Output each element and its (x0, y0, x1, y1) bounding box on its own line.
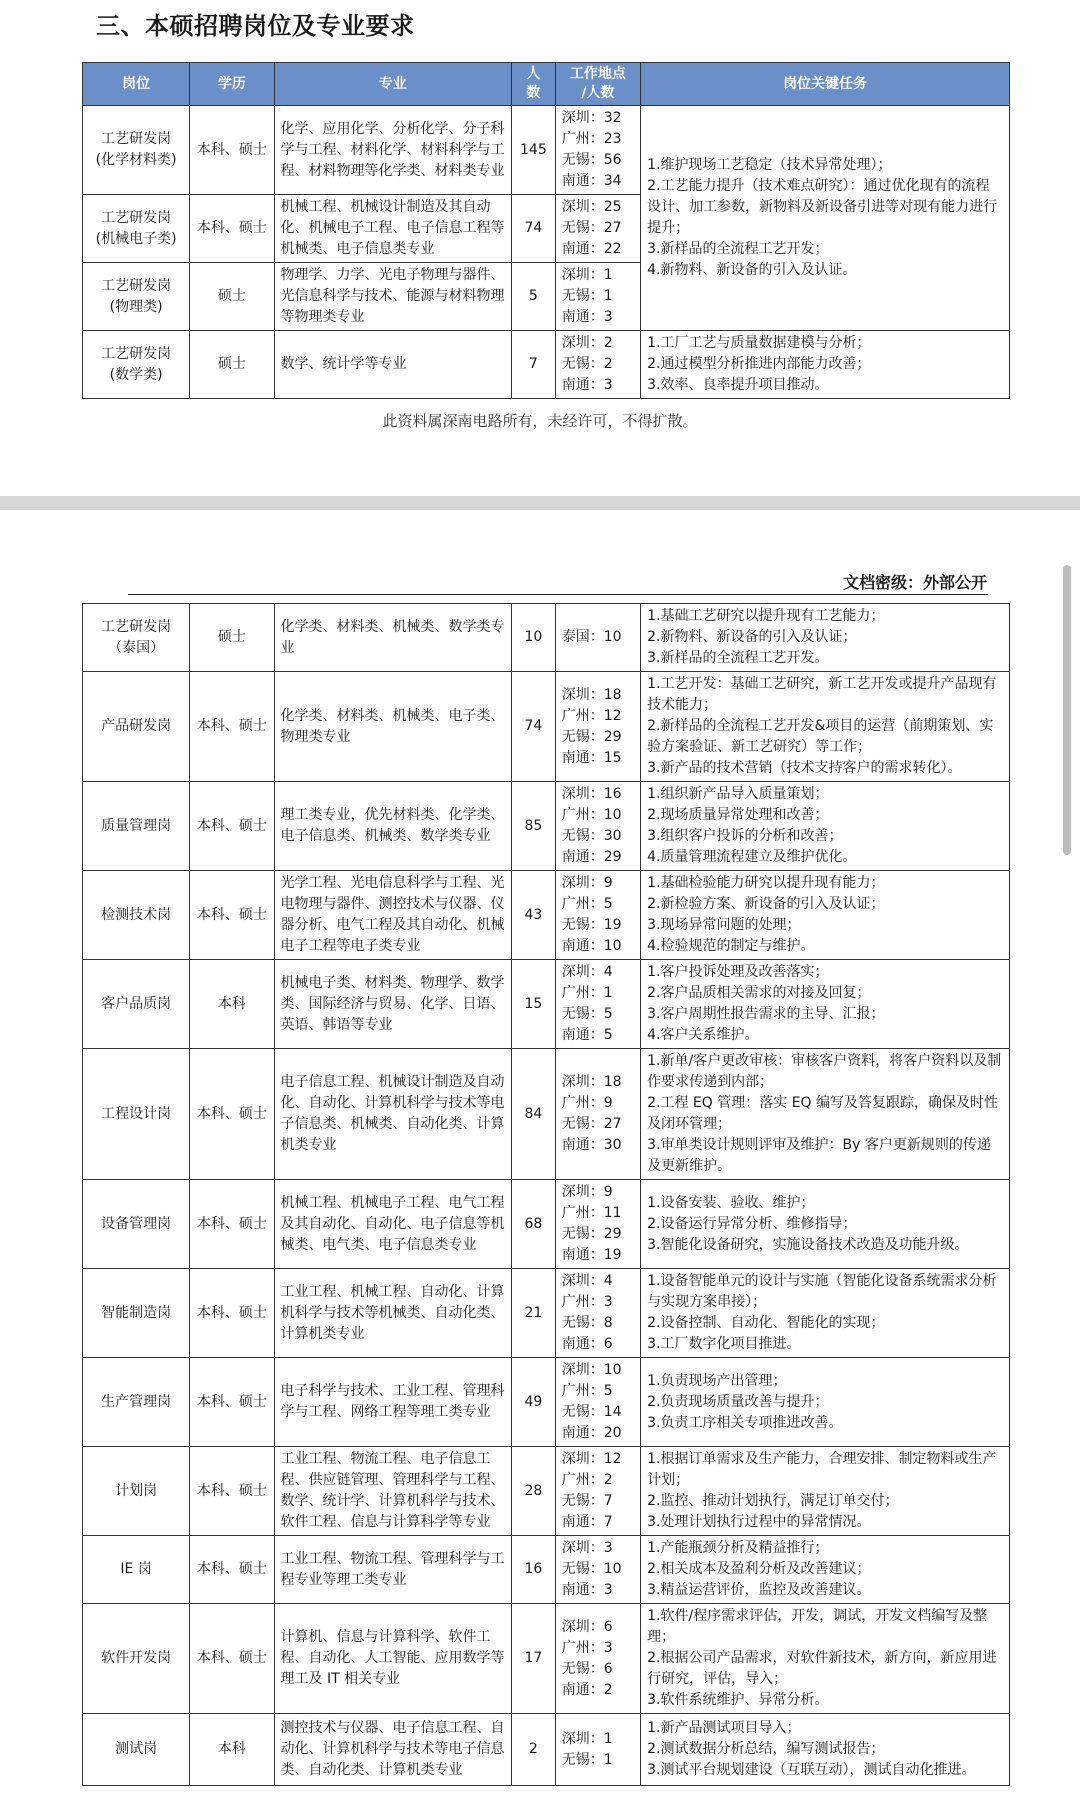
count-cell: 10 (512, 604, 556, 672)
location-cell: 深圳：2 无锡：2 南通：3 (555, 331, 640, 399)
task-line: 2.监控、推动计划执行，满足订单交付； (647, 1493, 899, 1509)
position-cell (83, 604, 190, 672)
education-cell: 本科、硕士 (190, 672, 274, 782)
major-cell: 电子科学与技术、工业工程、管理科学与工程、网络工程等理工类专业 (274, 1358, 511, 1447)
location-line: 无锡：8 (561, 1315, 613, 1331)
page-2 (0, 510, 1080, 1802)
location-line: 南通：6 (561, 1336, 613, 1352)
location-cell (555, 871, 640, 960)
location-cell (555, 1180, 640, 1269)
location-line: 无锡：5 (561, 1006, 613, 1022)
tasks-cell (641, 1049, 1010, 1180)
tasks-cell (641, 960, 1010, 1049)
task-line: 2.新检验方案、新设备的引入及认证； (647, 896, 885, 912)
count-cell: 74 (512, 195, 556, 263)
count-cell: 49 (512, 1358, 556, 1447)
major-cell: 化学类、材料类、机械类、数学类专业 (274, 604, 511, 672)
location-line: 无锡：27 (561, 1116, 622, 1132)
task-line: 2.现场质量异常处理和改善； (647, 807, 829, 823)
tasks-cell (641, 871, 1010, 960)
tasks-cell (641, 604, 1010, 672)
education-cell: 硕士 (190, 263, 274, 331)
tasks-cell (641, 1269, 1010, 1358)
position-line: 测试岗 (115, 1741, 158, 1757)
task-line: 4.检验规范的制定与维护。 (647, 938, 815, 954)
position-cell: 工艺研发岗 (化学材料类) (83, 106, 190, 195)
location-line: 深圳：16 (561, 786, 622, 802)
count-cell: 145 (512, 106, 556, 195)
location-line: 南通：2 (561, 1681, 613, 1698)
location-line: 南通：29 (561, 849, 622, 865)
major-cell: 测控技术与仪器、电子信息工程、自动化、计算机科学与技术等电子信息类、自动化类、计算机类专业 (274, 1714, 511, 1786)
task-line: 3.测试平台规划建设（互联互动），测试自动化推进。 (647, 1762, 976, 1778)
major-cell: 机械工程、机械设计制造及其自动化、机械电子工程、电子信息工程等机械类、电子信息类专业 (274, 195, 511, 263)
position-cell (83, 1358, 190, 1447)
table-row (83, 960, 1010, 1049)
education-cell: 本科、硕士 (190, 195, 274, 263)
table-row (83, 604, 1010, 672)
position-line: （泰国） (108, 639, 165, 656)
table-row (83, 1180, 1010, 1269)
tasks-cell (641, 782, 1010, 871)
location-line: 无锡：29 (561, 1226, 622, 1242)
task-line: 1.设备智能单元的设计与实施（智能化设备系统需求分析与实现方案串接）； (647, 1273, 997, 1310)
location-cell (555, 672, 640, 782)
task-line: 1.设备安装、验收、维护； (647, 1194, 815, 1211)
task-line: 3.审单类设计规则评审及维护：By 客户更新规则的传递及更新维护。 (647, 1137, 991, 1174)
task-line: 3.工厂数字化项目推进。 (647, 1336, 801, 1352)
location-line: 广州：3 (561, 1294, 613, 1310)
location-line: 泰国：10 (561, 629, 622, 645)
task-line: 2.根据公司产品需求，对软件新技术，新方向，新应用进行研究，评估，导入； (647, 1650, 997, 1687)
count-cell: 16 (512, 1536, 556, 1604)
count-cell: 21 (512, 1269, 556, 1358)
location-line: 南通：10 (561, 938, 622, 954)
position-cell (83, 672, 190, 782)
task-line: 1.产能瓶颈分析及精益推行； (647, 1540, 829, 1556)
header-position: 岗位 (83, 63, 190, 106)
table-row (83, 1536, 1010, 1604)
location-line: 深圳：9 (561, 1184, 613, 1200)
task-line: 1.基础检验能力研究以提升现有能力； (647, 875, 885, 891)
location-line: 深圳：9 (561, 875, 613, 891)
education-cell: 硕士 (190, 331, 274, 399)
location-line: 无锡：29 (561, 728, 622, 745)
major-cell: 机械电子类、材料类、物理学、数学类、国际经济与贸易、化学、日语、英语、韩语等专业 (274, 960, 511, 1049)
location-cell (555, 960, 640, 1049)
education-cell: 本科、硕士 (190, 106, 274, 195)
task-line: 2.负责现场质量改善与提升； (647, 1393, 829, 1410)
location-line: 南通：7 (561, 1514, 613, 1530)
position-cell (83, 1536, 190, 1604)
table-row (83, 1269, 1010, 1358)
location-cell (555, 1358, 640, 1447)
location-cell (555, 1536, 640, 1604)
task-line: 2.客户品质相关需求的对接及回复； (647, 985, 871, 1001)
location-line: 深圳：12 (561, 1451, 622, 1467)
position-line: 软件开发岗 (101, 1650, 172, 1666)
location-line: 广州：10 (561, 807, 622, 823)
task-line: 3.新产品的技术营销（技术支持客户的需求转化）。 (647, 760, 962, 776)
task-line: 2.设备运行异常分析、维修指导； (647, 1215, 857, 1232)
count-cell: 15 (512, 960, 556, 1049)
location-line: 广州：9 (561, 1095, 613, 1111)
location-cell (555, 1049, 640, 1180)
table-row (83, 1604, 1010, 1714)
count-cell: 17 (512, 1604, 556, 1714)
position-line: 工程设计岗 (101, 1105, 172, 1122)
task-line: 3.客户周期性报告需求的主导、汇报； (647, 1006, 885, 1022)
major-cell: 光学工程、光电信息科学与工程、光电物理与器件、测控技术与仪器、仪器分析、电气工程及其自动化、机械电子工程等电子类专业 (274, 871, 511, 960)
location-cell (555, 1269, 640, 1358)
position-cell: 工艺研发岗 (数学类) (83, 331, 190, 399)
confidentiality-note: 此资料属深南电路所有，未经许可，不得扩散。 (382, 412, 698, 430)
count-cell: 43 (512, 871, 556, 960)
location-line: 深圳：4 (561, 964, 613, 980)
header-education: 学历 (190, 63, 274, 106)
task-line: 3.现场异常问题的处理； (647, 917, 801, 933)
task-line: 1.根据订单需求及生产能力，合理安排、制定物料或生产计划； (647, 1451, 997, 1488)
education-cell: 本科 (190, 960, 274, 1049)
task-line: 1.工艺开发：基础工艺研究，新工艺开发或提升产品现有技术能力； (647, 676, 997, 713)
major-cell: 数学、统计学等专业 (274, 331, 511, 399)
location-cell (555, 1714, 640, 1786)
task-line: 3.软件系统维护、异常分析。 (647, 1692, 829, 1708)
location-line: 深圳：18 (561, 1074, 622, 1090)
page-1 (0, 0, 1080, 496)
position-cell (83, 1447, 190, 1536)
location-line: 广州：5 (561, 1383, 613, 1399)
tasks-cell (641, 1358, 1010, 1447)
education-cell: 本科、硕士 (190, 871, 274, 960)
page-gap (0, 496, 1080, 510)
table-row (83, 331, 1010, 399)
task-line: 1.组织新产品导入质量策划； (647, 786, 829, 802)
position-cell (83, 782, 190, 871)
location-line: 深圳：10 (561, 1362, 622, 1378)
major-cell: 工业工程、物流工程、电子信息工程、供应链管理、管理科学与工程、数学、统计学、计算机科学与技术、软件工程、信息与计算科学等专业 (274, 1447, 511, 1536)
header-count: 人 数 (512, 63, 556, 106)
tasks-cell (641, 1447, 1010, 1536)
position-cell (83, 871, 190, 960)
position-line: IE 岗 (120, 1561, 152, 1577)
tasks-cell (641, 1180, 1010, 1269)
recruitment-table-1 (82, 62, 1010, 399)
task-line: 3.组织客户投诉的分析和改善； (647, 828, 843, 844)
table-row (83, 106, 1010, 195)
location-line: 广州：2 (561, 1472, 613, 1488)
location-cell: 深圳：25 无锡：27 南通：22 (555, 195, 640, 263)
header-rule (128, 594, 988, 595)
task-line: 4.客户关系维护。 (647, 1027, 759, 1043)
scrollbar[interactable] (1063, 565, 1071, 855)
task-line: 1.新产品测试项目导入； (647, 1720, 801, 1736)
location-line: 无锡：30 (561, 828, 622, 844)
location-cell: 深圳：32 广州：23 无锡：56 南通：34 (555, 106, 640, 195)
task-line: 2.新样品的全流程工艺开发&项目的运营（前期策划、实验方案验证、新工艺研究）等工作； (647, 718, 994, 755)
count-cell: 28 (512, 1447, 556, 1536)
section-title: 三、本硕招聘岗位及专业要求 (96, 12, 415, 40)
education-cell: 本科、硕士 (190, 1536, 274, 1604)
recruitment-table-2 (82, 603, 1010, 1786)
education-cell: 本科、硕士 (190, 1269, 274, 1358)
education-cell: 本科 (190, 1714, 274, 1786)
table-header-row (83, 63, 1010, 106)
position-line: 计划岗 (115, 1482, 158, 1499)
position-cell (83, 1714, 190, 1786)
position-cell (83, 1049, 190, 1180)
table-row (83, 1447, 1010, 1536)
major-cell: 计算机、信息与计算科学、软件工程、自动化、人工智能、应用数学等理工及 IT 相关专业 (274, 1604, 511, 1714)
major-cell: 机械工程、机械电子工程、电气工程及其自动化、自动化、电子信息等机械类、电气类、电子信息类专业 (274, 1180, 511, 1269)
task-line: 3.负责工序相关专项推进改善。 (647, 1414, 843, 1431)
position-cell: 工艺研发岗 (物理类) (83, 263, 190, 331)
task-line: 3.处理计划执行过程中的异常情况。 (647, 1514, 871, 1530)
task-line: 1.负责现场产出管理； (647, 1372, 787, 1389)
education-cell: 本科、硕士 (190, 1358, 274, 1447)
task-line: 2.设备控制、自动化、智能化的实现； (647, 1315, 885, 1331)
major-cell: 物理学、力学、光电子物理与器件、光信息科学与技术、能源与材料物理等物理类专业 (274, 263, 511, 331)
location-line: 广州：11 (561, 1205, 622, 1221)
location-line: 南通：15 (561, 749, 622, 766)
location-line: 广州：3 (561, 1639, 613, 1656)
tasks-cell: 1.维护现场工艺稳定（技术异常处理）； 2.工艺能力提升（技术难点研究）：通过优化现有的流程设计、加工参数，新物料及新设备引进等对现有能力进行提升； 3.新样品的全流程工艺开发； 4.新物料、新设备的引入及认证。 (641, 106, 1010, 331)
position-cell: 工艺研发岗 (机械电子类) (83, 195, 190, 263)
location-line: 深圳：18 (561, 686, 622, 703)
position-cell (83, 960, 190, 1049)
location-line: 南通：20 (561, 1425, 622, 1441)
location-cell (555, 1604, 640, 1714)
header-location: 工作地点 /人数 (555, 63, 640, 106)
task-line: 2.新物料、新设备的引入及认证； (647, 629, 857, 645)
task-line: 1.新单/客户更改审核：审核客户资料，将客户资料以及制作要求传递到内部； (647, 1053, 1002, 1090)
count-cell: 2 (512, 1714, 556, 1786)
table-row (83, 672, 1010, 782)
location-cell (555, 1447, 640, 1536)
document-classification: 文档密级：外部公开 (842, 573, 987, 592)
location-line: 深圳：4 (561, 1273, 613, 1289)
tasks-cell (641, 672, 1010, 782)
task-line: 3.精益运营评价，监控及改善建议。 (647, 1582, 871, 1598)
tasks-cell (641, 1604, 1010, 1714)
task-line: 2.工程 EQ 管理：落实 EQ 编写及答复跟踪，确保及时性及闭环管理； (647, 1095, 999, 1132)
position-cell (83, 1269, 190, 1358)
education-cell: 本科、硕士 (190, 1447, 274, 1536)
location-line: 无锡：10 (561, 1561, 622, 1577)
count-cell: 74 (512, 672, 556, 782)
task-line: 1.基础工艺研究以提升现有工艺能力； (647, 608, 885, 624)
count-cell: 85 (512, 782, 556, 871)
task-line: 4.质量管理流程建立及维护优化。 (647, 849, 857, 865)
major-cell: 电子信息工程、机械设计制造及自动化、自动化、计算机科学与技术等电子信息类、机械类、自动化类、计算机类专业 (274, 1049, 511, 1180)
position-line: 检测技术岗 (101, 906, 172, 923)
position-line: 工艺研发岗 (101, 618, 172, 635)
location-line: 深圳：6 (561, 1618, 613, 1635)
task-line: 3.智能化设备研究，实施设备技术改造及功能升级。 (647, 1236, 969, 1253)
education-cell: 本科、硕士 (190, 1604, 274, 1714)
table-row (83, 782, 1010, 871)
task-line: 1.客户投诉处理及改善落实； (647, 964, 829, 980)
count-cell: 7 (512, 331, 556, 399)
location-line: 南通：5 (561, 1027, 613, 1043)
location-line: 广州：12 (561, 707, 622, 724)
location-cell: 深圳：1 无锡：1 南通：3 (555, 263, 640, 331)
tasks-cell (641, 1714, 1010, 1786)
education-cell: 本科、硕士 (190, 1180, 274, 1269)
table-row (83, 1358, 1010, 1447)
position-line: 生产管理岗 (101, 1393, 172, 1410)
position-line: 客户品质岗 (101, 995, 172, 1012)
task-line: 3.新样品的全流程工艺开发。 (647, 650, 829, 666)
major-cell: 工业工程、物流工程、管理科学与工程专业等理工类专业 (274, 1536, 511, 1604)
count-cell: 68 (512, 1180, 556, 1269)
education-cell: 本科、硕士 (190, 1049, 274, 1180)
location-line: 无锡：19 (561, 917, 622, 933)
location-line: 无锡：6 (561, 1660, 613, 1677)
major-cell: 化学类、材料类、机械类、电子类、物理类专业 (274, 672, 511, 782)
position-line: 设备管理岗 (101, 1215, 172, 1232)
location-line: 深圳：1 (561, 1730, 613, 1747)
table-row (83, 1714, 1010, 1786)
count-cell: 5 (512, 263, 556, 331)
major-cell: 化学、应用化学、分析化学、分子科学与工程、材料化学、材料科学与工程、材料物理等化学类、材料类专业 (274, 106, 511, 195)
location-line: 南通：30 (561, 1137, 622, 1153)
location-line: 无锡：14 (561, 1404, 622, 1420)
tasks-cell: 1.工厂工艺与质量数据建模与分析； 2.通过模型分析推进内部能力改善； 3.效率、良率提升项目推动。 (641, 331, 1010, 399)
header-major: 专业 (274, 63, 511, 106)
table-row (83, 871, 1010, 960)
location-line: 广州：1 (561, 985, 613, 1001)
location-line: 南通：19 (561, 1247, 622, 1263)
task-line: 1.软件/程序需求评估，开发，调试，开发文档编写及整理； (647, 1608, 988, 1645)
location-line: 南通：3 (561, 1582, 613, 1598)
location-line: 无锡：7 (561, 1493, 613, 1509)
table-row (83, 1049, 1010, 1180)
position-line: 智能制造岗 (101, 1304, 172, 1321)
education-cell: 硕士 (190, 604, 274, 672)
location-line: 广州：5 (561, 896, 613, 912)
major-cell: 理工类专业，优先材料类、化学类、电子信息类、机械类、数学类专业 (274, 782, 511, 871)
header-tasks: 岗位关键任务 (641, 63, 1010, 106)
position-line: 质量管理岗 (101, 817, 172, 834)
location-line: 深圳：3 (561, 1540, 613, 1556)
location-cell (555, 604, 640, 672)
tasks-cell (641, 1536, 1010, 1604)
position-cell (83, 1180, 190, 1269)
count-cell: 84 (512, 1049, 556, 1180)
major-cell: 工业工程、机械工程、自动化、计算机科学与技术等机械类、自动化类、计算机类专业 (274, 1269, 511, 1358)
task-line: 2.相关成本及盈利分析及改善建议； (647, 1561, 871, 1577)
task-line: 2.测试数据分析总结，编写测试报告； (647, 1741, 885, 1757)
position-line: 产品研发岗 (101, 718, 172, 734)
location-cell (555, 782, 640, 871)
education-cell: 本科、硕士 (190, 782, 274, 871)
position-cell (83, 1604, 190, 1714)
location-line: 无锡：1 (561, 1751, 613, 1768)
